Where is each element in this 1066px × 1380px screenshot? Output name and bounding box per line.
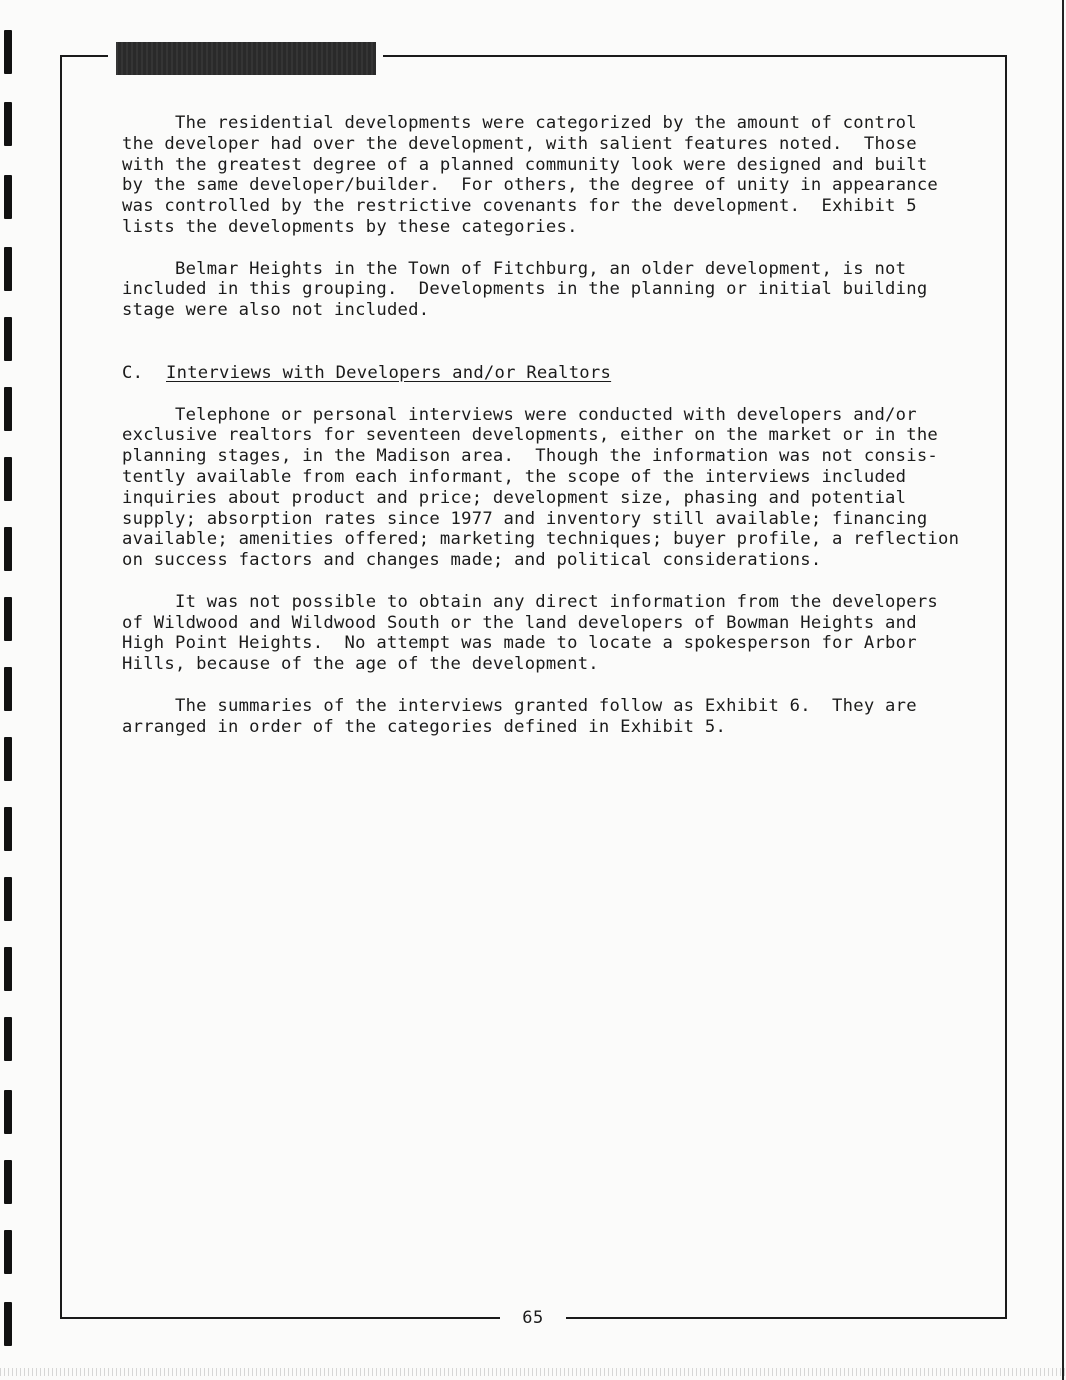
paragraph	[122, 592, 972, 675]
section-heading	[122, 363, 972, 384]
binding-hole	[4, 597, 12, 641]
text-line: was controlled by the restrictive covenants for the development. Exhibit 5	[122, 196, 917, 217]
text-line: included in this grouping. Developments in the planning or initial building	[122, 279, 928, 300]
binding-hole	[4, 387, 12, 431]
binding-hole	[4, 807, 12, 851]
section-letter: C.	[122, 362, 144, 383]
binding-hole	[4, 102, 12, 146]
text-line: Telephone or personal interviews were conducted with developers and/or	[122, 404, 917, 425]
binding-holes	[4, 30, 14, 1370]
binding-hole	[4, 175, 12, 219]
binding-hole	[4, 1090, 12, 1134]
text-line: available; amenities offered; marketing techniques; buyer profile, a reflection	[122, 529, 960, 550]
binding-hole	[4, 527, 12, 571]
binding-hole	[4, 667, 12, 711]
binding-hole	[4, 877, 12, 921]
paragraph	[122, 405, 972, 571]
text-line: Belmar Heights in the Town of Fitchburg, an older development, is not	[122, 258, 907, 279]
text-line: lists the developments by these categories.	[122, 216, 578, 237]
binding-hole	[4, 30, 12, 74]
binding-hole	[4, 457, 12, 501]
binding-hole	[4, 1160, 12, 1204]
paragraph	[122, 113, 972, 238]
binding-hole	[4, 737, 12, 781]
text-line: the developer had over the development, with salient features noted. Those	[122, 133, 917, 154]
paragraph	[122, 259, 972, 321]
text-line: Hills, because of the age of the development.	[122, 654, 599, 675]
binding-hole	[4, 1017, 12, 1061]
page-number: 65	[522, 1308, 544, 1328]
text-line: stage were also not included.	[122, 300, 430, 321]
text-line: tently available from each informant, the scope of the interviews included	[122, 466, 907, 487]
binding-hole	[4, 317, 12, 361]
text-line: arranged in order of the categories defined in Exhibit 5.	[122, 716, 727, 737]
frame-top-rule-right	[383, 55, 1005, 57]
text-line: on success factors and changes made; and political considerations.	[122, 550, 822, 571]
text-line: inquiries about product and price; development size, phasing and potential	[122, 487, 907, 508]
body-text	[122, 113, 972, 758]
text-line: exclusive realtors for seventeen developments, either on the market or in the	[122, 425, 939, 446]
frame-top-rule-left	[60, 55, 108, 57]
binding-hole	[4, 247, 12, 291]
text-line: High Point Heights. No attempt was made to locate a spokesperson for Arbor	[122, 633, 917, 654]
paragraph	[122, 696, 972, 738]
text-line: planning stages, in the Madison area. Though the information was not consis-	[122, 446, 939, 467]
text-line: of Wildwood and Wildwood South or the land developers of Bowman Heights and	[122, 612, 917, 633]
text-line: by the same developer/builder. For others, the degree of unity in appearance	[122, 175, 939, 196]
binding-hole	[4, 947, 12, 991]
text-line: It was not possible to obtain any direct information from the developers	[122, 591, 939, 612]
text-line: with the greatest degree of a planned community look were designed and built	[122, 154, 928, 175]
binding-hole	[4, 1230, 12, 1274]
binding-hole	[4, 1302, 12, 1346]
text-line: The summaries of the interviews granted follow as Exhibit 6. They are	[122, 695, 917, 716]
redacted-header-block	[116, 42, 376, 75]
scan-right-edge	[1062, 0, 1064, 1380]
scan-edge-noise	[0, 1368, 1066, 1376]
section-title: Interviews with Developers and/or Realtors	[166, 362, 612, 383]
text-line: The residential developments were categorized by the amount of control	[122, 113, 917, 133]
text-line: supply; absorption rates since 1977 and inventory still available; financing	[122, 508, 928, 529]
